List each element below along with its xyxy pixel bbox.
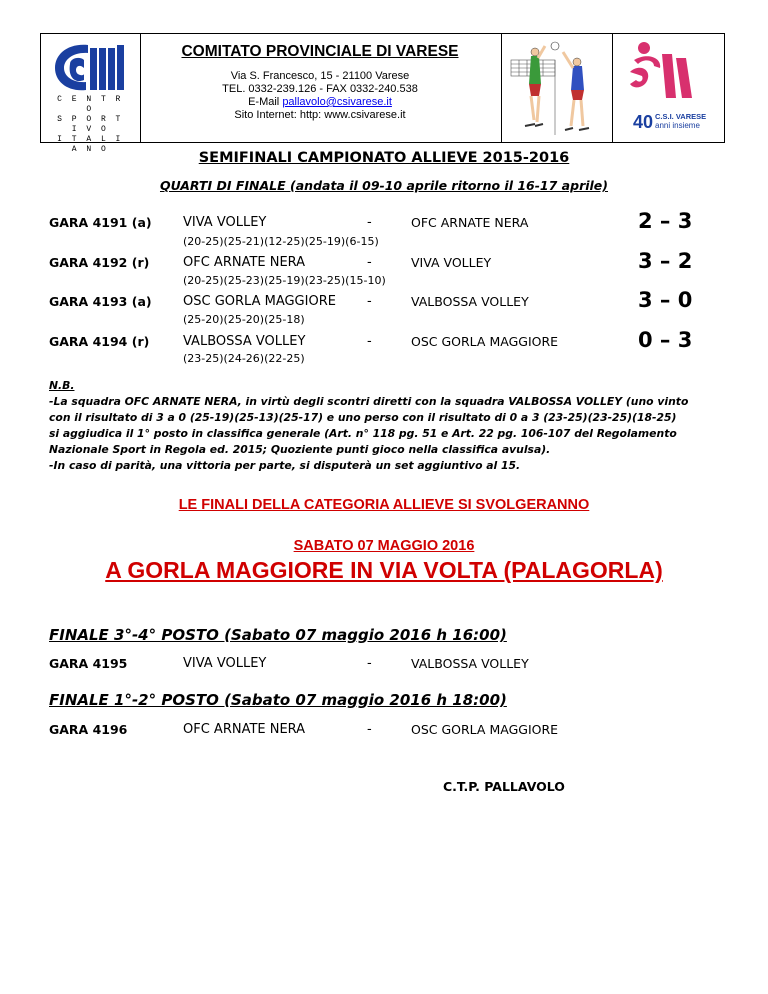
final-team-b: VALBOSSA VOLLEY <box>411 656 529 671</box>
finals-announcement: LE FINALI DELLA CATEGORIA ALLIEVE SI SVOLGERANNO <box>178 497 590 513</box>
final-team-b: OSC GORLA MAGGIORE <box>411 722 559 737</box>
address: Via S. Francesco, 15 - 21100 Varese <box>230 70 410 82</box>
final-title: FINALE 1°-2° POSTO (Sabato 07 maggio 2016 h 18:00) <box>49 691 507 709</box>
match-team-b: OSC GORLA MAGGIORE <box>411 334 559 349</box>
match-score: 0 – 3 <box>638 328 693 352</box>
volleyball-players-illustration <box>505 40 595 140</box>
finals-date: SABATO 07 MAGGIO 2016 <box>293 538 475 554</box>
match-dash: - <box>367 294 372 309</box>
finals-location: A GORLA MAGGIORE IN VIA VOLTA (PALAGORLA) <box>105 557 663 583</box>
csi-logo-text: C E N T R O S P O R T I V O I T A L I A N O <box>57 95 123 154</box>
website: Sito Internet: http: www.csivarese.it <box>234 109 406 121</box>
note-line: Nazionale Sport in Regola ed. 2015; Quoziente punti gioco nella classifica avulsa). <box>49 443 551 456</box>
note-block <box>49 378 729 474</box>
match-score: 2 – 3 <box>638 209 693 233</box>
final-dash: - <box>367 656 372 671</box>
anniv-line1: C.S.I. VARESE <box>655 112 707 121</box>
match-score: 3 – 2 <box>638 249 693 273</box>
phone: TEL. 0332-239.126 - FAX 0332-240.538 <box>222 83 418 95</box>
org-title: COMITATO PROVINCIALE DI VARESE <box>181 43 459 60</box>
note-line: -In caso di parità, una vittoria per parte, si disputerà un set aggiuntivo al 15. <box>49 459 521 472</box>
final-team-a: VIVA VOLLEY <box>183 656 267 671</box>
match-sets: (23-25)(24-26)(22-25) <box>183 352 305 365</box>
match-gara: GARA 4192 (r) <box>49 255 150 270</box>
match-gara: GARA 4194 (r) <box>49 334 150 349</box>
final-team-a: OFC ARNATE NERA <box>183 722 306 737</box>
email-link[interactable]: pallavolo@csivarese.it <box>282 96 392 108</box>
final-title: FINALE 3°-4° POSTO (Sabato 07 maggio 2016 h 16:00) <box>49 626 507 644</box>
email-label: E-Mail <box>248 96 283 108</box>
email-line <box>140 96 500 109</box>
anniv-line2: anni insieme <box>655 121 700 130</box>
final-gara: GARA 4195 <box>49 656 128 671</box>
match-gara: GARA 4191 (a) <box>49 215 152 230</box>
csi-varese-40-logo <box>620 38 700 110</box>
match-team-a: VALBOSSA VOLLEY <box>183 334 306 349</box>
match-dash: - <box>367 255 372 270</box>
page-subtitle: QUARTI DI FINALE (andata il 09-10 aprile ritorno il 16-17 aprile) <box>159 178 608 193</box>
csi-logo <box>50 40 130 95</box>
note-line: con il risultato di 3 a 0 (25-19)(25-13)(25-17) e uno perso con il risultato di 0 a 3 (23-25)(23-25)(18-25) <box>49 411 677 424</box>
match-team-b: OFC ARNATE NERA <box>411 215 529 230</box>
match-gara: GARA 4193 (a) <box>49 294 152 309</box>
anniv-number: 40 <box>633 112 654 132</box>
header-divider <box>612 34 613 142</box>
note-heading: N.B. <box>49 379 75 392</box>
match-sets: (25-20)(25-20)(25-18) <box>183 313 305 326</box>
header-divider <box>501 34 502 142</box>
match-team-a: VIVA VOLLEY <box>183 215 267 230</box>
match-dash: - <box>367 334 372 349</box>
match-sets: (20-25)(25-23)(25-19)(23-25)(15-10) <box>183 274 386 287</box>
match-team-b: VALBOSSA VOLLEY <box>411 294 529 309</box>
final-gara: GARA 4196 <box>49 722 128 737</box>
note-line: -La squadra OFC ARNATE NERA, in virtù degli scontri diretti con la squadra VALBOSSA VOLLEY (uno vinto <box>49 395 689 408</box>
match-sets: (20-25)(25-21)(12-25)(25-19)(6-15) <box>183 235 379 248</box>
signature: C.T.P. PALLAVOLO <box>443 779 565 794</box>
match-dash: - <box>367 215 372 230</box>
note-line: si aggiudica il 1° posto in classifica generale (Art. n° 118 pg. 51 e Art. 22 pg. 106-107 del Regolamento <box>49 427 677 440</box>
page-title: SEMIFINALI CAMPIONATO ALLIEVE 2015-2016 <box>198 150 570 166</box>
match-team-a: OFC ARNATE NERA <box>183 255 306 270</box>
match-team-b: VIVA VOLLEY <box>411 255 492 270</box>
final-dash: - <box>367 722 372 737</box>
match-score: 3 – 0 <box>638 288 693 312</box>
match-team-a: OSC GORLA MAGGIORE <box>183 294 336 309</box>
